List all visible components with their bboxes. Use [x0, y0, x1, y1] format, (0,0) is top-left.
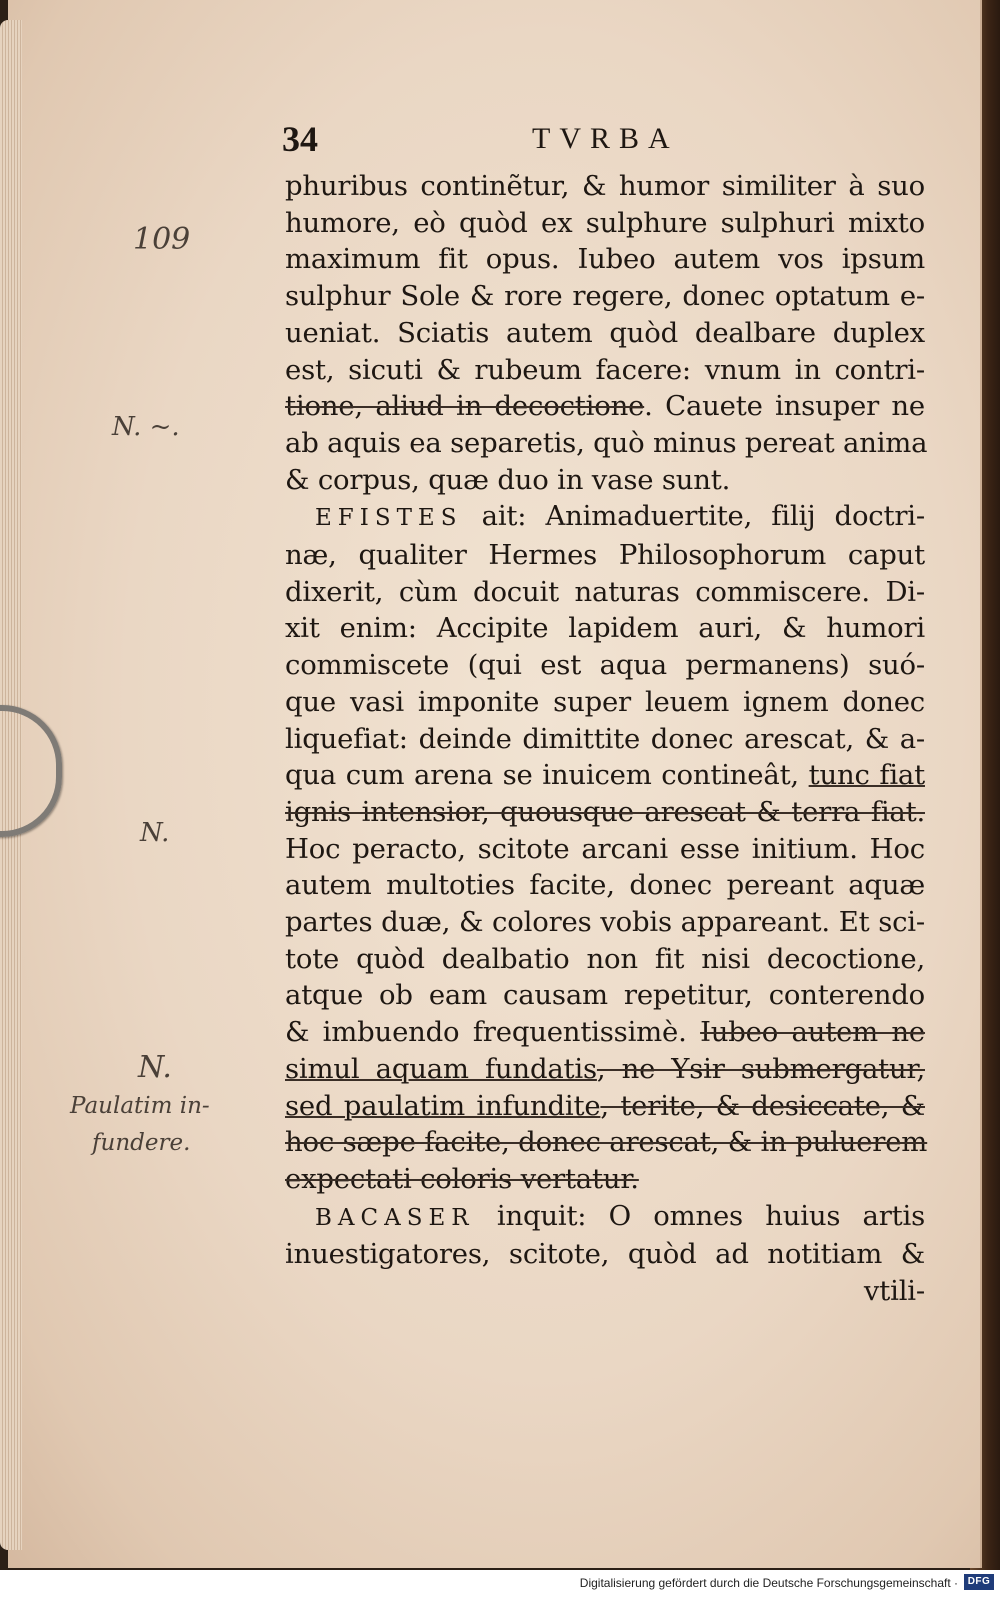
margin-note-109: 109 [133, 222, 191, 257]
body-text [285, 168, 928, 1310]
text-line [285, 1198, 925, 1237]
margin-note-n-bold: N. [138, 1050, 172, 1085]
text-line: humore, eò quòd ex sulphure sulphuri mixto [285, 206, 925, 239]
text-line: xit enim: Accipite lapidem auri, & humori [285, 612, 925, 645]
struck-text: tione, aliud in decoctione [285, 390, 645, 423]
text-line: ab aquis ea separetis, quò minus pereat anima [285, 426, 928, 459]
margin-note-paulatim: Paulatim in- [70, 1093, 210, 1119]
text-line [285, 388, 925, 425]
underlined-text: tunc fiat [808, 759, 925, 792]
running-head: TVRBA [532, 122, 679, 155]
text-line: tote quòd dealbatio non fit nisi decoctione, [285, 942, 925, 975]
underlined-text: sed paulatim infundite [285, 1089, 601, 1122]
text-line: dixerit, cùm docuit naturas commiscere. Di- [285, 575, 925, 608]
text-segment: & imbuendo frequentissimè. [285, 1016, 701, 1049]
underlined-text: simul aquam fundatis [285, 1052, 597, 1085]
text-line-struck: expectati coloris vertatur. [285, 1162, 639, 1195]
margin-note-n-tilde: N. ~. [112, 412, 180, 442]
text-line [285, 757, 925, 794]
text-line: commiscete (qui est aqua permanens) suó- [285, 649, 925, 682]
text-line: ueniat. Sciatis autem quòd dealbare duplex [285, 316, 925, 349]
funding-credit: Digitalisierung gefördert durch die Deutsche Forschungsgemeinschaft · [579, 1576, 958, 1590]
text-line [285, 498, 925, 537]
text-line-struck: hoc sæpe facite, donec arescat, & in puluerem [285, 1126, 928, 1159]
margin-note-fundere: fundere. [92, 1130, 191, 1156]
speaker-name: BACASER [315, 1204, 475, 1231]
text-line: liquefiat: deinde dimittite donec arescat, & a- [285, 722, 925, 755]
text-line: maximum fit opus. Iubeo autem vos ipsum [285, 243, 925, 276]
struck-text: , ne Ysir submergatur, [596, 1052, 925, 1085]
text-segment: ait: Animaduertite, filij doctri- [462, 500, 925, 533]
text-line-struck: ignis intensior, quousque arescat & terra fiat. [285, 795, 925, 828]
dfg-logo-icon: DFG [964, 1574, 994, 1590]
page-number: 34 [282, 119, 318, 159]
text-line: & corpus, quæ duo in vase sunt. [285, 463, 731, 496]
text-line: est, sicuti & rubeum facere: vnum in contri- [285, 353, 925, 386]
struck-text: Iubeo autem ne [700, 1016, 926, 1049]
footer-bar [0, 1570, 1000, 1597]
text-line: Hoc peracto, scitote arcani esse initium. Hoc [285, 832, 925, 865]
text-segment: . Cauete insuper ne [644, 390, 925, 423]
text-line [285, 1051, 925, 1088]
text-segment: qua cum arena se inuicem contineât, [285, 759, 809, 792]
text-line [285, 1088, 925, 1125]
text-segment: inquit: O omnes huius artis [474, 1199, 925, 1232]
text-line: atque ob eam causam repetitur, conterendo [285, 979, 925, 1012]
speaker-name: EFISTES [315, 505, 463, 532]
margin-note-n: N. [140, 818, 170, 848]
text-line: partes duæ, & colores vobis appareant. Et sci- [285, 906, 925, 939]
text-line: sulphur Sole & rore regere, donec optatum e- [285, 280, 925, 313]
struck-text: , terite, & desiccate, & [600, 1089, 925, 1122]
text-line: autem multoties facite, donec pereant aquæ [285, 869, 925, 902]
catchword: vtili- [863, 1275, 925, 1308]
text-line: næ, qualiter Hermes Philosophorum caput [285, 539, 925, 572]
text-line: que vasi imponite super leuem ignem donec [285, 685, 925, 718]
text-line [285, 1014, 925, 1051]
text-line: phuribus continẽtur, & humor similiter à suo [285, 170, 925, 202]
text-line: inuestigatores, scitote, quòd ad notitiam & [285, 1238, 925, 1271]
